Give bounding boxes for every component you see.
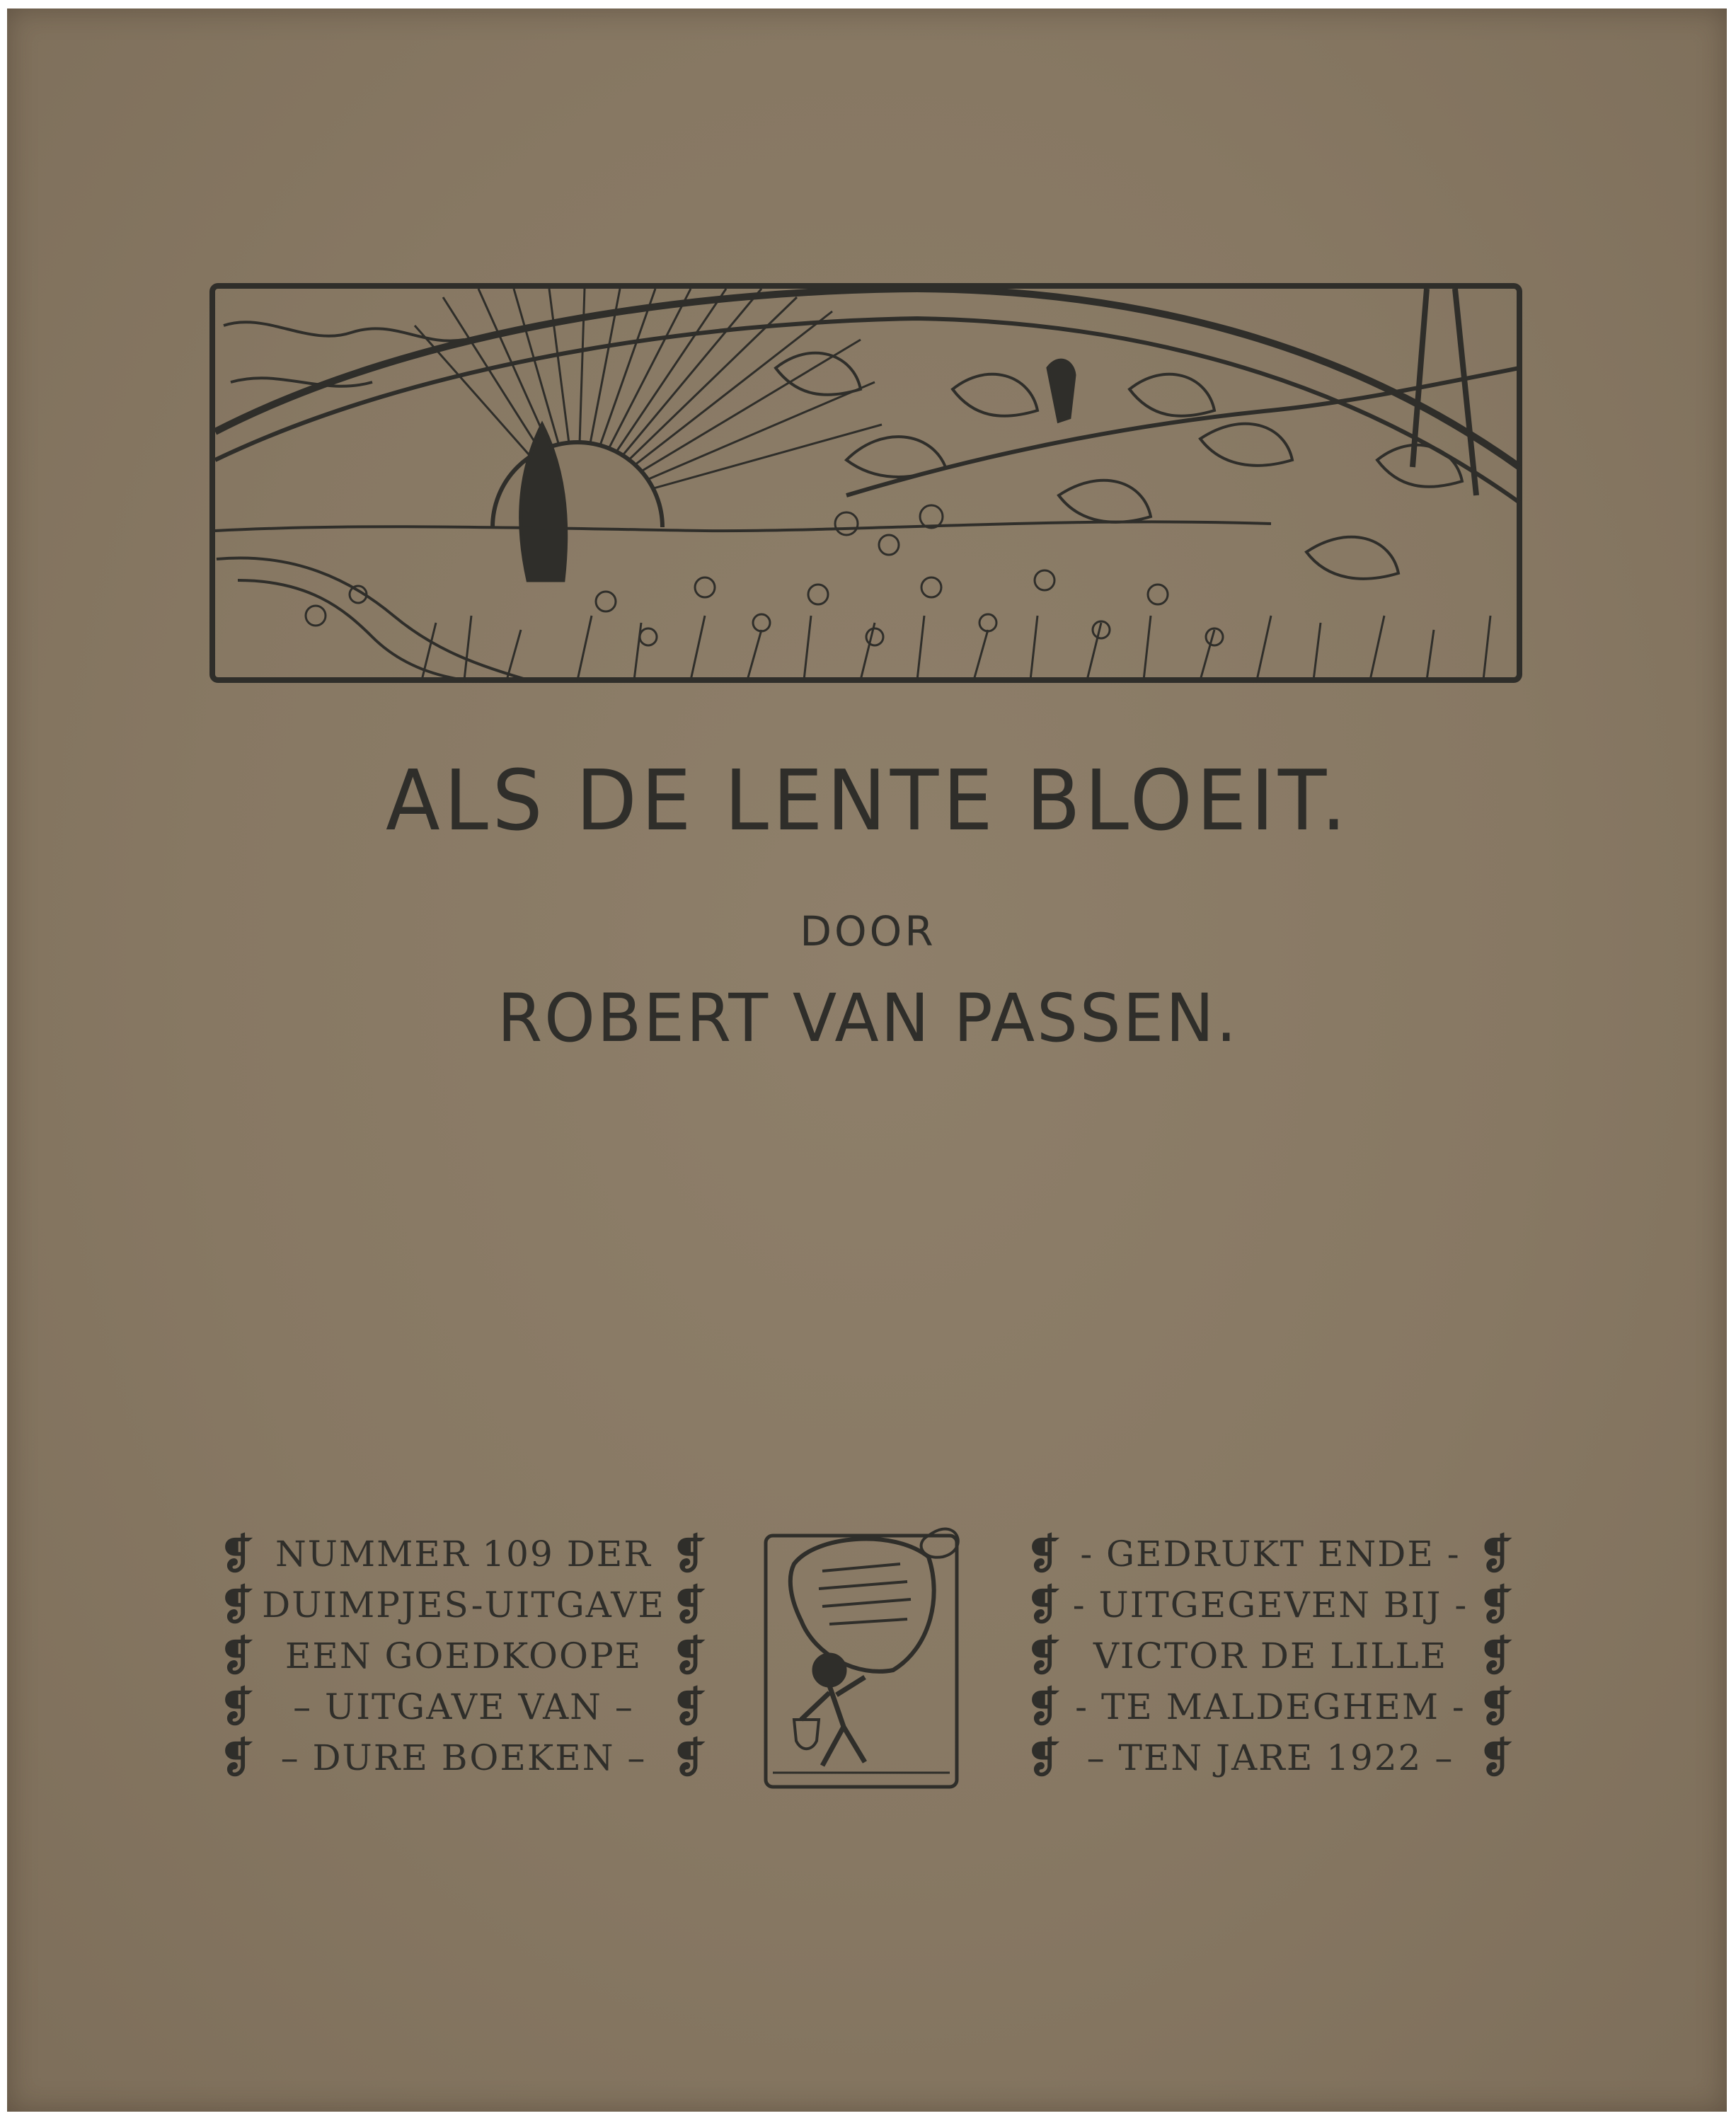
pilcrow-icon: ❡ [219, 1683, 255, 1731]
author-name: ROBERT VAN PASSEN. [497, 980, 1239, 1057]
imprint-text: EEN GOEDKOOPE [284, 1635, 643, 1676]
pilcrow-icon: ❡ [672, 1734, 708, 1782]
imprint-left-column [219, 1529, 708, 1783]
pilcrow-icon: ❡ [1026, 1581, 1062, 1629]
pilcrow-icon: ❡ [219, 1632, 255, 1680]
imprint-line [1026, 1681, 1514, 1732]
pilcrow-icon: ❡ [1478, 1734, 1514, 1782]
imprint-text: – TEN JARE 1922 – [1086, 1737, 1454, 1778]
imprint-line [1026, 1732, 1514, 1783]
imprint-text: - TE MALDEGHEM - [1075, 1686, 1466, 1727]
pilcrow-icon: ❡ [219, 1734, 255, 1782]
pilcrow-icon: ❡ [672, 1683, 708, 1731]
imprint-line [1026, 1630, 1514, 1681]
imprint-text: - GEDRUKT ENDE - [1080, 1534, 1461, 1575]
imprint-line [1026, 1529, 1514, 1580]
pilcrow-icon: ❡ [1026, 1683, 1062, 1731]
pilcrow-icon: ❡ [1026, 1530, 1062, 1578]
imprint-text: - UITGEGEVEN BIJ - [1072, 1584, 1468, 1626]
imprint-text: – UITGAVE VAN – [293, 1686, 634, 1727]
pilcrow-icon: ❡ [672, 1581, 708, 1629]
imprint-line [219, 1529, 708, 1580]
publisher-emblem [752, 1507, 971, 1794]
imprint-line [1026, 1580, 1514, 1630]
pilcrow-icon: ❡ [672, 1530, 708, 1578]
imprint-text: VICTOR DE LILLE [1093, 1635, 1448, 1676]
imprint-line [219, 1732, 708, 1783]
pilcrow-icon: ❡ [219, 1581, 255, 1629]
pilcrow-icon: ❡ [1478, 1632, 1514, 1680]
imprint-text: – DURE BOEKEN – [280, 1737, 647, 1778]
landscape-sunrise-illustration [209, 283, 1522, 683]
imprint-right-column [1026, 1529, 1514, 1783]
imprint-line [219, 1580, 708, 1630]
imprint-line [219, 1681, 708, 1732]
book-title: ALS DE LENTE BLOEIT. [385, 752, 1351, 849]
pilcrow-icon: ❡ [1478, 1530, 1514, 1578]
pilcrow-icon: ❡ [1026, 1632, 1062, 1680]
byline-door: DOOR [800, 907, 936, 955]
pilcrow-icon: ❡ [1478, 1581, 1514, 1629]
imprint-text: NUMMER 109 DER [275, 1534, 652, 1575]
imprint-text: DUIMPJES-UITGAVE [262, 1584, 665, 1626]
pilcrow-icon: ❡ [1026, 1734, 1062, 1782]
pilcrow-icon: ❡ [219, 1530, 255, 1578]
imprint-line [219, 1630, 708, 1681]
pilcrow-icon: ❡ [1478, 1683, 1514, 1731]
pilcrow-icon: ❡ [672, 1632, 708, 1680]
